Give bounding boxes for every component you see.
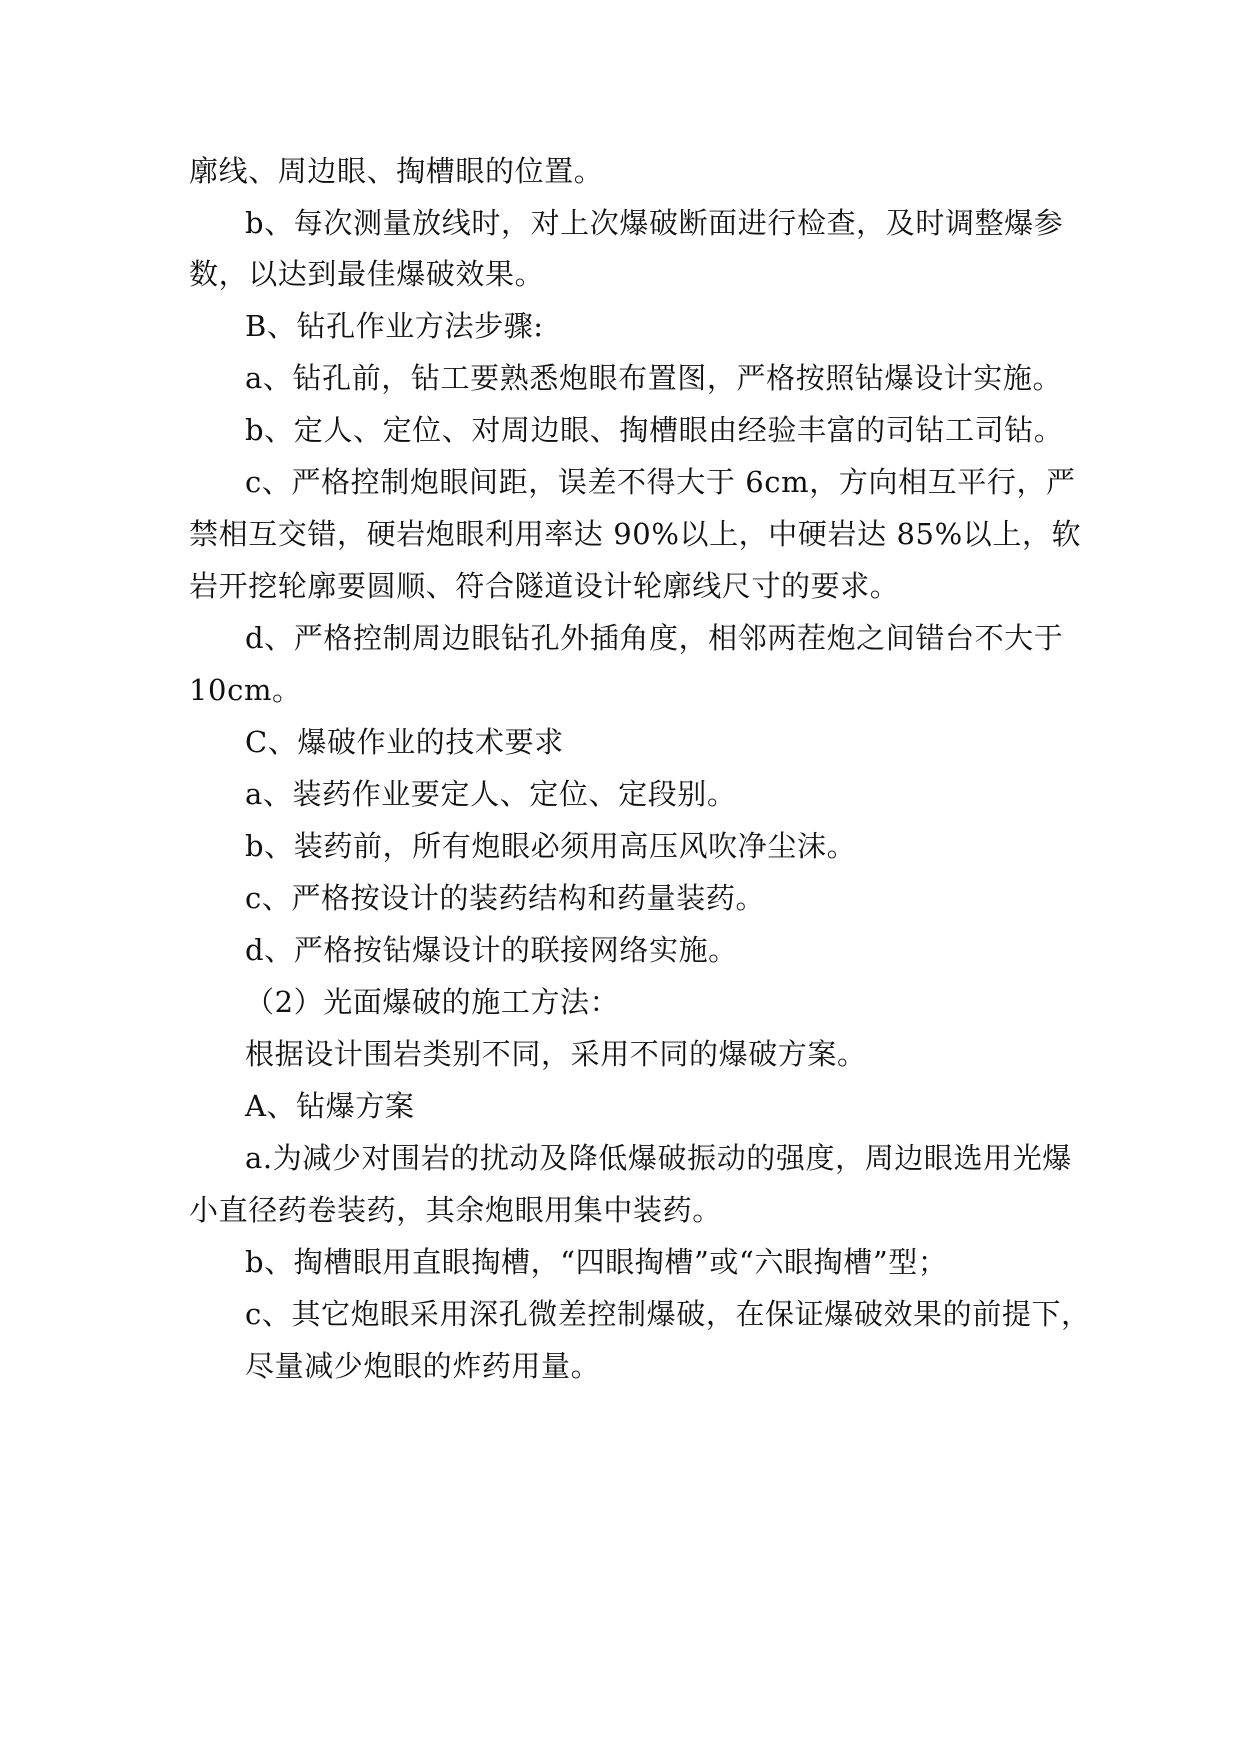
text-line: b、掏槽眼用直眼掏槽，“四眼掏槽”或“六眼掏槽”型； [245,1245,948,1279]
section-heading: B、钻孔作业方法步骤: [245,309,544,343]
text-line: d、严格控制周边眼钻孔外插角度，相邻两茬炮之间错台不大于 [245,621,1064,655]
text-line: c、其它炮眼采用深孔微差控制爆破，在保证爆破效果的前提下， [245,1297,1091,1331]
text-line: c、严格按设计的装药结构和药量装药。 [245,881,766,915]
text-line: a、钻孔前，钻工要熟悉炮眼布置图，严格按照钻爆设计实施。 [245,361,1063,395]
text-line: 尽量减少炮眼的炸药用量。 [245,1349,601,1383]
text-line: d、严格按钻爆设计的联接网络实施。 [245,933,738,967]
text-line: 数，以达到最佳爆破效果。 [189,257,545,291]
text-line: 廓线、周边眼、掏槽眼的位置。 [189,154,604,188]
text-line: b、装药前，所有炮眼必须用高压风吹净尘沫。 [245,829,857,863]
text-line: c、严格控制炮眼间距，误差不得大于 6cm，方向相互平行，严 [245,465,1076,499]
text-line: b、每次测量放线时，对上次爆破断面进行检查，及时调整爆参 [245,206,1064,240]
text-line: 根据设计围岩类别不同，采用不同的爆破方案。 [245,1037,867,1071]
section-heading: A、钻爆方案 [245,1089,415,1123]
text-line: 小直径药卷装药，其余炮眼用集中装药。 [189,1193,722,1227]
text-line: 岩开挖轮廓要圆顺、符合隧道设计轮廓线尺寸的要求。 [189,569,900,603]
section-heading: （2）光面爆破的施工方法： [245,985,620,1019]
text-line: a.为减少对围岩的扰动及降低爆破振动的强度，周边眼选用光爆 [245,1141,1072,1175]
text-line: 禁相互交错，硬岩炮眼利用率达 90%以上，中硬岩达 85%以上，软 [189,517,1082,551]
text-line: b、定人、定位、对周边眼、掏槽眼由经验丰富的司钻工司钻。 [245,413,1064,447]
text-line: a、装药作业要定人、定位、定段别。 [245,777,737,811]
text-line: 10cm。 [189,673,302,707]
section-heading: C、爆破作业的技术要求 [245,725,564,759]
